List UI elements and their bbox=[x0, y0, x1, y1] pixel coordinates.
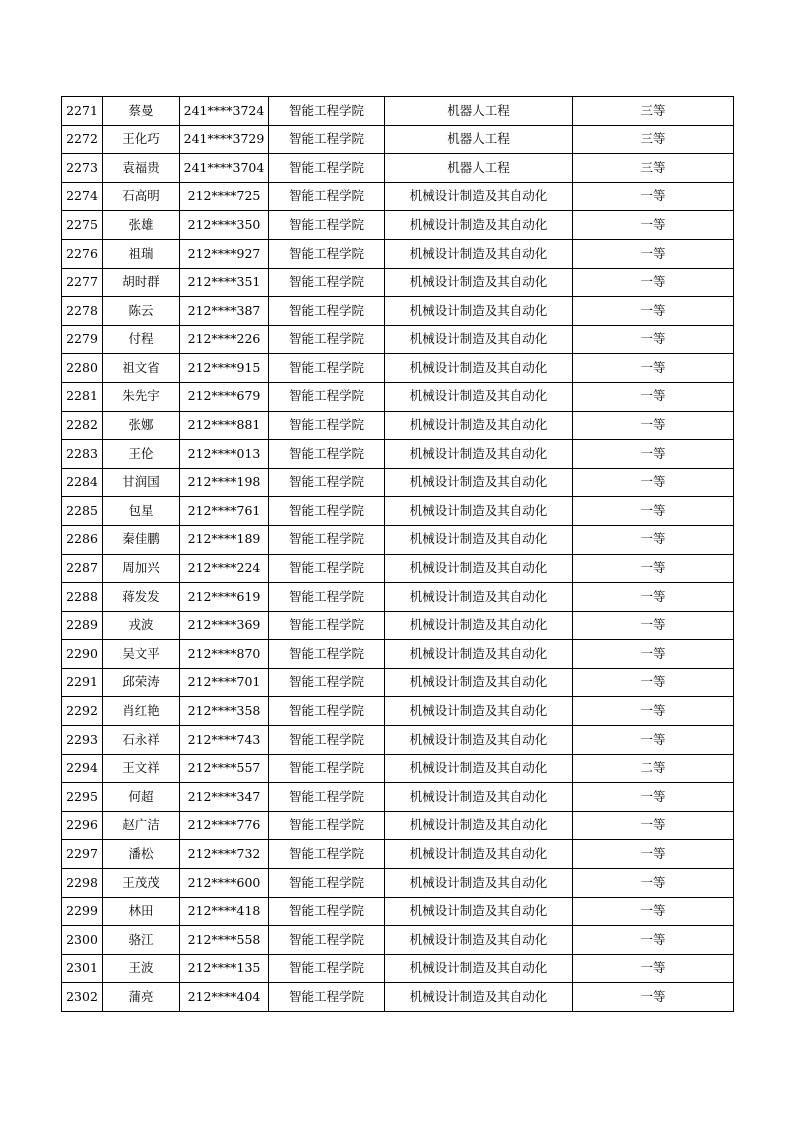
major-cell: 机械设计制造及其自动化 bbox=[385, 697, 573, 726]
row-number-cell: 2287 bbox=[62, 554, 103, 583]
table-row bbox=[62, 869, 734, 898]
student-name-cell: 陈云 bbox=[103, 297, 180, 326]
row-number-cell: 2276 bbox=[62, 239, 103, 268]
student-name-cell: 袁福贵 bbox=[103, 154, 180, 183]
college-cell: 智能工程学院 bbox=[269, 440, 385, 469]
grade-cell: 一等 bbox=[573, 983, 734, 1012]
grade-cell: 一等 bbox=[573, 697, 734, 726]
table-row bbox=[62, 554, 734, 583]
student-id-cell: 212****358 bbox=[180, 697, 269, 726]
grade-cell: 一等 bbox=[573, 268, 734, 297]
table-row bbox=[62, 611, 734, 640]
row-number-cell: 2295 bbox=[62, 783, 103, 812]
student-id-cell: 212****418 bbox=[180, 897, 269, 926]
student-id-cell: 212****732 bbox=[180, 840, 269, 869]
college-cell: 智能工程学院 bbox=[269, 811, 385, 840]
grade-cell: 一等 bbox=[573, 297, 734, 326]
student-name-cell: 王茂茂 bbox=[103, 869, 180, 898]
row-number-cell: 2289 bbox=[62, 611, 103, 640]
table-row bbox=[62, 97, 734, 126]
student-id-cell: 212****198 bbox=[180, 468, 269, 497]
table-body bbox=[62, 97, 734, 1012]
student-name-cell: 包星 bbox=[103, 497, 180, 526]
major-cell: 机械设计制造及其自动化 bbox=[385, 325, 573, 354]
major-cell: 机械设计制造及其自动化 bbox=[385, 354, 573, 383]
student-id-cell: 212****557 bbox=[180, 754, 269, 783]
table-row bbox=[62, 668, 734, 697]
college-cell: 智能工程学院 bbox=[269, 468, 385, 497]
row-number-cell: 2292 bbox=[62, 697, 103, 726]
student-id-cell: 241****3704 bbox=[180, 154, 269, 183]
college-cell: 智能工程学院 bbox=[269, 411, 385, 440]
table-row bbox=[62, 354, 734, 383]
major-cell: 机械设计制造及其自动化 bbox=[385, 611, 573, 640]
major-cell: 机器人工程 bbox=[385, 125, 573, 154]
college-cell: 智能工程学院 bbox=[269, 869, 385, 898]
major-cell: 机械设计制造及其自动化 bbox=[385, 268, 573, 297]
student-id-cell: 212****369 bbox=[180, 611, 269, 640]
major-cell: 机械设计制造及其自动化 bbox=[385, 554, 573, 583]
table-row bbox=[62, 811, 734, 840]
grade-cell: 一等 bbox=[573, 811, 734, 840]
college-cell: 智能工程学院 bbox=[269, 897, 385, 926]
college-cell: 智能工程学院 bbox=[269, 697, 385, 726]
major-cell: 机械设计制造及其自动化 bbox=[385, 926, 573, 955]
major-cell: 机器人工程 bbox=[385, 154, 573, 183]
table-row bbox=[62, 840, 734, 869]
student-name-cell: 张娜 bbox=[103, 411, 180, 440]
table-row bbox=[62, 239, 734, 268]
grade-cell: 一等 bbox=[573, 726, 734, 755]
student-name-cell: 潘松 bbox=[103, 840, 180, 869]
student-id-cell: 212****743 bbox=[180, 726, 269, 755]
student-name-cell: 邱荣涛 bbox=[103, 668, 180, 697]
grade-cell: 三等 bbox=[573, 97, 734, 126]
college-cell: 智能工程学院 bbox=[269, 97, 385, 126]
major-cell: 机械设计制造及其自动化 bbox=[385, 897, 573, 926]
table-row bbox=[62, 325, 734, 354]
grade-cell: 一等 bbox=[573, 468, 734, 497]
student-id-cell: 212****761 bbox=[180, 497, 269, 526]
row-number-cell: 2275 bbox=[62, 211, 103, 240]
table-row bbox=[62, 440, 734, 469]
grade-cell: 一等 bbox=[573, 954, 734, 983]
student-name-cell: 戎波 bbox=[103, 611, 180, 640]
student-id-cell: 212****776 bbox=[180, 811, 269, 840]
college-cell: 智能工程学院 bbox=[269, 983, 385, 1012]
grade-cell: 一等 bbox=[573, 211, 734, 240]
college-cell: 智能工程学院 bbox=[269, 297, 385, 326]
major-cell: 机械设计制造及其自动化 bbox=[385, 726, 573, 755]
student-name-cell: 秦佳鹏 bbox=[103, 525, 180, 554]
row-number-cell: 2293 bbox=[62, 726, 103, 755]
student-name-cell: 石永祥 bbox=[103, 726, 180, 755]
college-cell: 智能工程学院 bbox=[269, 554, 385, 583]
table-row bbox=[62, 468, 734, 497]
row-number-cell: 2282 bbox=[62, 411, 103, 440]
major-cell: 机械设计制造及其自动化 bbox=[385, 297, 573, 326]
student-name-cell: 何超 bbox=[103, 783, 180, 812]
student-id-cell: 212****725 bbox=[180, 182, 269, 211]
grade-cell: 三等 bbox=[573, 125, 734, 154]
grade-cell: 一等 bbox=[573, 869, 734, 898]
grade-cell: 三等 bbox=[573, 154, 734, 183]
student-id-cell: 212****351 bbox=[180, 268, 269, 297]
college-cell: 智能工程学院 bbox=[269, 382, 385, 411]
student-id-cell: 212****881 bbox=[180, 411, 269, 440]
row-number-cell: 2280 bbox=[62, 354, 103, 383]
college-cell: 智能工程学院 bbox=[269, 926, 385, 955]
major-cell: 机械设计制造及其自动化 bbox=[385, 182, 573, 211]
college-cell: 智能工程学院 bbox=[269, 239, 385, 268]
row-number-cell: 2288 bbox=[62, 583, 103, 612]
major-cell: 机械设计制造及其自动化 bbox=[385, 754, 573, 783]
row-number-cell: 2274 bbox=[62, 182, 103, 211]
table-row bbox=[62, 211, 734, 240]
row-number-cell: 2285 bbox=[62, 497, 103, 526]
student-name-cell: 蒋发发 bbox=[103, 583, 180, 612]
student-id-cell: 212****404 bbox=[180, 983, 269, 1012]
student-name-cell: 王文祥 bbox=[103, 754, 180, 783]
major-cell: 机械设计制造及其自动化 bbox=[385, 440, 573, 469]
grade-cell: 一等 bbox=[573, 926, 734, 955]
student-name-cell: 吴文平 bbox=[103, 640, 180, 669]
table-row bbox=[62, 754, 734, 783]
grade-cell: 一等 bbox=[573, 554, 734, 583]
row-number-cell: 2277 bbox=[62, 268, 103, 297]
grade-cell: 一等 bbox=[573, 783, 734, 812]
student-name-cell: 周加兴 bbox=[103, 554, 180, 583]
student-name-cell: 石高明 bbox=[103, 182, 180, 211]
college-cell: 智能工程学院 bbox=[269, 354, 385, 383]
table-row bbox=[62, 697, 734, 726]
student-name-cell: 张雄 bbox=[103, 211, 180, 240]
student-name-cell: 朱先宇 bbox=[103, 382, 180, 411]
row-number-cell: 2301 bbox=[62, 954, 103, 983]
grade-cell: 一等 bbox=[573, 668, 734, 697]
row-number-cell: 2291 bbox=[62, 668, 103, 697]
student-name-cell: 林田 bbox=[103, 897, 180, 926]
grade-cell: 一等 bbox=[573, 182, 734, 211]
college-cell: 智能工程学院 bbox=[269, 954, 385, 983]
student-name-cell: 甘润国 bbox=[103, 468, 180, 497]
major-cell: 机械设计制造及其自动化 bbox=[385, 869, 573, 898]
college-cell: 智能工程学院 bbox=[269, 497, 385, 526]
table-row bbox=[62, 525, 734, 554]
major-cell: 机械设计制造及其自动化 bbox=[385, 211, 573, 240]
table-row bbox=[62, 983, 734, 1012]
grade-cell: 一等 bbox=[573, 840, 734, 869]
row-number-cell: 2296 bbox=[62, 811, 103, 840]
row-number-cell: 2290 bbox=[62, 640, 103, 669]
row-number-cell: 2300 bbox=[62, 926, 103, 955]
table-row bbox=[62, 783, 734, 812]
table-row bbox=[62, 640, 734, 669]
grade-cell: 一等 bbox=[573, 611, 734, 640]
grade-cell: 一等 bbox=[573, 354, 734, 383]
student-id-cell: 212****915 bbox=[180, 354, 269, 383]
row-number-cell: 2272 bbox=[62, 125, 103, 154]
student-id-cell: 212****135 bbox=[180, 954, 269, 983]
grade-cell: 一等 bbox=[573, 583, 734, 612]
table-row bbox=[62, 897, 734, 926]
student-id-cell: 212****619 bbox=[180, 583, 269, 612]
major-cell: 机械设计制造及其自动化 bbox=[385, 783, 573, 812]
student-name-cell: 肖红艳 bbox=[103, 697, 180, 726]
major-cell: 机械设计制造及其自动化 bbox=[385, 468, 573, 497]
college-cell: 智能工程学院 bbox=[269, 726, 385, 755]
table-row bbox=[62, 268, 734, 297]
college-cell: 智能工程学院 bbox=[269, 840, 385, 869]
major-cell: 机械设计制造及其自动化 bbox=[385, 811, 573, 840]
student-name-cell: 王波 bbox=[103, 954, 180, 983]
college-cell: 智能工程学院 bbox=[269, 211, 385, 240]
college-cell: 智能工程学院 bbox=[269, 182, 385, 211]
major-cell: 机械设计制造及其自动化 bbox=[385, 983, 573, 1012]
student-id-cell: 212****679 bbox=[180, 382, 269, 411]
major-cell: 机械设计制造及其自动化 bbox=[385, 497, 573, 526]
student-name-cell: 王伦 bbox=[103, 440, 180, 469]
student-name-cell: 赵广洁 bbox=[103, 811, 180, 840]
student-id-cell: 212****013 bbox=[180, 440, 269, 469]
table-row bbox=[62, 954, 734, 983]
student-id-cell: 241****3729 bbox=[180, 125, 269, 154]
row-number-cell: 2279 bbox=[62, 325, 103, 354]
student-id-cell: 212****927 bbox=[180, 239, 269, 268]
major-cell: 机械设计制造及其自动化 bbox=[385, 583, 573, 612]
student-id-cell: 212****558 bbox=[180, 926, 269, 955]
college-cell: 智能工程学院 bbox=[269, 268, 385, 297]
college-cell: 智能工程学院 bbox=[269, 525, 385, 554]
student-id-cell: 212****189 bbox=[180, 525, 269, 554]
major-cell: 机械设计制造及其自动化 bbox=[385, 954, 573, 983]
student-name-cell: 祖文省 bbox=[103, 354, 180, 383]
row-number-cell: 2294 bbox=[62, 754, 103, 783]
student-name-cell: 胡时群 bbox=[103, 268, 180, 297]
table-row bbox=[62, 411, 734, 440]
scholarship-table bbox=[61, 96, 734, 1012]
grade-cell: 一等 bbox=[573, 382, 734, 411]
student-id-cell: 212****701 bbox=[180, 668, 269, 697]
table-row bbox=[62, 125, 734, 154]
grade-cell: 一等 bbox=[573, 440, 734, 469]
table-row bbox=[62, 497, 734, 526]
college-cell: 智能工程学院 bbox=[269, 783, 385, 812]
table-row bbox=[62, 583, 734, 612]
college-cell: 智能工程学院 bbox=[269, 640, 385, 669]
grade-cell: 一等 bbox=[573, 497, 734, 526]
row-number-cell: 2297 bbox=[62, 840, 103, 869]
grade-cell: 一等 bbox=[573, 325, 734, 354]
major-cell: 机器人工程 bbox=[385, 97, 573, 126]
grade-cell: 一等 bbox=[573, 525, 734, 554]
row-number-cell: 2281 bbox=[62, 382, 103, 411]
student-name-cell: 骆江 bbox=[103, 926, 180, 955]
row-number-cell: 2284 bbox=[62, 468, 103, 497]
table-row bbox=[62, 297, 734, 326]
grade-cell: 一等 bbox=[573, 239, 734, 268]
major-cell: 机械设计制造及其自动化 bbox=[385, 382, 573, 411]
student-name-cell: 蔡曼 bbox=[103, 97, 180, 126]
college-cell: 智能工程学院 bbox=[269, 325, 385, 354]
student-id-cell: 212****347 bbox=[180, 783, 269, 812]
grade-cell: 二等 bbox=[573, 754, 734, 783]
major-cell: 机械设计制造及其自动化 bbox=[385, 840, 573, 869]
table-row bbox=[62, 382, 734, 411]
major-cell: 机械设计制造及其自动化 bbox=[385, 525, 573, 554]
major-cell: 机械设计制造及其自动化 bbox=[385, 411, 573, 440]
grade-cell: 一等 bbox=[573, 897, 734, 926]
grade-cell: 一等 bbox=[573, 411, 734, 440]
college-cell: 智能工程学院 bbox=[269, 668, 385, 697]
student-name-cell: 付程 bbox=[103, 325, 180, 354]
major-cell: 机械设计制造及其自动化 bbox=[385, 668, 573, 697]
student-id-cell: 212****870 bbox=[180, 640, 269, 669]
student-id-cell: 212****226 bbox=[180, 325, 269, 354]
college-cell: 智能工程学院 bbox=[269, 125, 385, 154]
row-number-cell: 2273 bbox=[62, 154, 103, 183]
table-row bbox=[62, 926, 734, 955]
row-number-cell: 2299 bbox=[62, 897, 103, 926]
table-row bbox=[62, 182, 734, 211]
student-name-cell: 蒲亮 bbox=[103, 983, 180, 1012]
student-id-cell: 241****3724 bbox=[180, 97, 269, 126]
student-name-cell: 祖瑞 bbox=[103, 239, 180, 268]
student-id-cell: 212****350 bbox=[180, 211, 269, 240]
student-id-cell: 212****600 bbox=[180, 869, 269, 898]
major-cell: 机械设计制造及其自动化 bbox=[385, 640, 573, 669]
major-cell: 机械设计制造及其自动化 bbox=[385, 239, 573, 268]
student-id-cell: 212****387 bbox=[180, 297, 269, 326]
student-name-cell: 王化巧 bbox=[103, 125, 180, 154]
row-number-cell: 2271 bbox=[62, 97, 103, 126]
table-row bbox=[62, 726, 734, 755]
college-cell: 智能工程学院 bbox=[269, 154, 385, 183]
student-id-cell: 212****224 bbox=[180, 554, 269, 583]
row-number-cell: 2298 bbox=[62, 869, 103, 898]
table-row bbox=[62, 154, 734, 183]
row-number-cell: 2278 bbox=[62, 297, 103, 326]
grade-cell: 一等 bbox=[573, 640, 734, 669]
row-number-cell: 2286 bbox=[62, 525, 103, 554]
row-number-cell: 2283 bbox=[62, 440, 103, 469]
college-cell: 智能工程学院 bbox=[269, 583, 385, 612]
row-number-cell: 2302 bbox=[62, 983, 103, 1012]
college-cell: 智能工程学院 bbox=[269, 754, 385, 783]
college-cell: 智能工程学院 bbox=[269, 611, 385, 640]
